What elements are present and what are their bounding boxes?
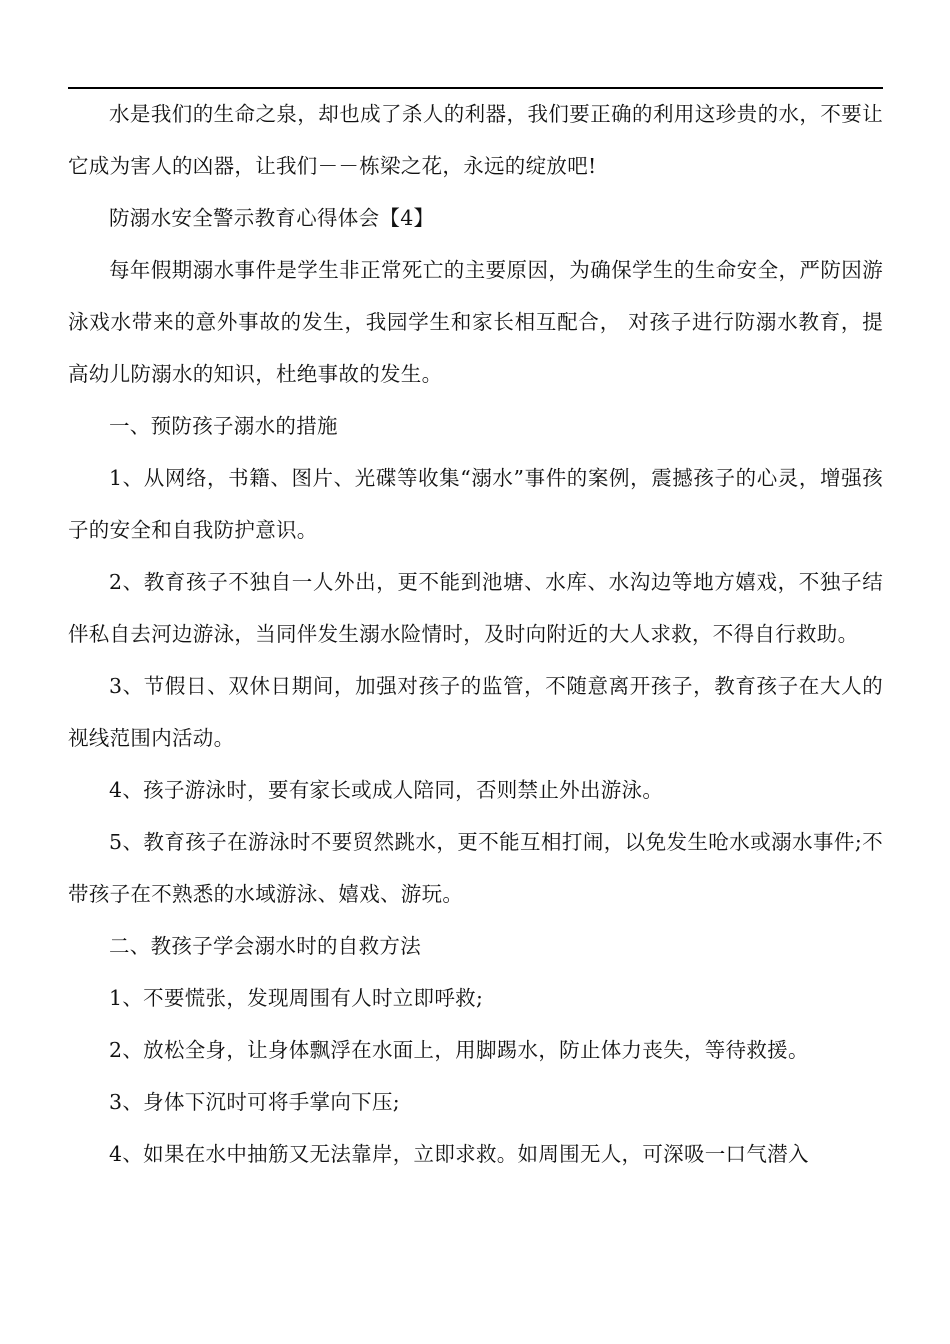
section-heading: 防溺水安全警示教育心得体会【4】 xyxy=(109,206,435,230)
paragraph: 水是我们的生命之泉，却也成了杀人的利器，我们要正确的利用这珍贵的水，不要让它成为害人的凶器，让我们－－栋梁之花，永远的绽放吧! xyxy=(68,102,883,178)
list-item: 4、孩子游泳时，要有家长或成人陪同，否则禁止外出游泳。 xyxy=(109,778,664,802)
list-item: 1、从网络，书籍、图片、光碟等收集“溺水”事件的案例，震撼孩子的心灵，增强孩子的安全和自我防护意识。 xyxy=(68,466,883,542)
list-item: 2、放松全身，让身体飘浮在水面上，用脚踢水，防止体力丧失，等待救援。 xyxy=(109,1038,809,1062)
list-item: 4、如果在水中抽筋又无法靠岸，立即求救。如周围无人，可深吸一口气潜入 xyxy=(109,1142,809,1166)
paragraph: 每年假期溺水事件是学生非正常死亡的主要原因，为确保学生的生命安全，严防因游泳戏水带来的意外事故的发生，我园学生和家长相互配合， 对孩子进行防溺水教育，提高幼儿防溺水的知识，杜绝事故的发生。 xyxy=(68,258,883,386)
list-item: 2、教育孩子不独自一人外出，更不能到池塘、水库、水沟边等地方嬉戏，不独子结伴私自去河边游泳，当同伴发生溺水险情时，及时向附近的大人求救，不得自行救助。 xyxy=(68,570,883,646)
subsection-heading: 一、预防孩子溺水的措施 xyxy=(109,414,338,438)
list-item: 3、节假日、双休日期间，加强对孩子的监管，不随意离开孩子，教育孩子在大人的视线范围内活动。 xyxy=(68,674,883,750)
document-body xyxy=(68,88,883,1180)
list-item: 3、身体下沉时可将手掌向下压; xyxy=(109,1090,400,1114)
list-item: 1、不要慌张，发现周围有人时立即呼救; xyxy=(109,986,484,1010)
subsection-heading: 二、教孩子学会溺水时的自救方法 xyxy=(109,934,421,958)
list-item: 5、教育孩子在游泳时不要贸然跳水，更不能互相打闹，以免发生呛水或溺水事件;不带孩子在不熟悉的水域游泳、嬉戏、游玩。 xyxy=(68,830,883,906)
